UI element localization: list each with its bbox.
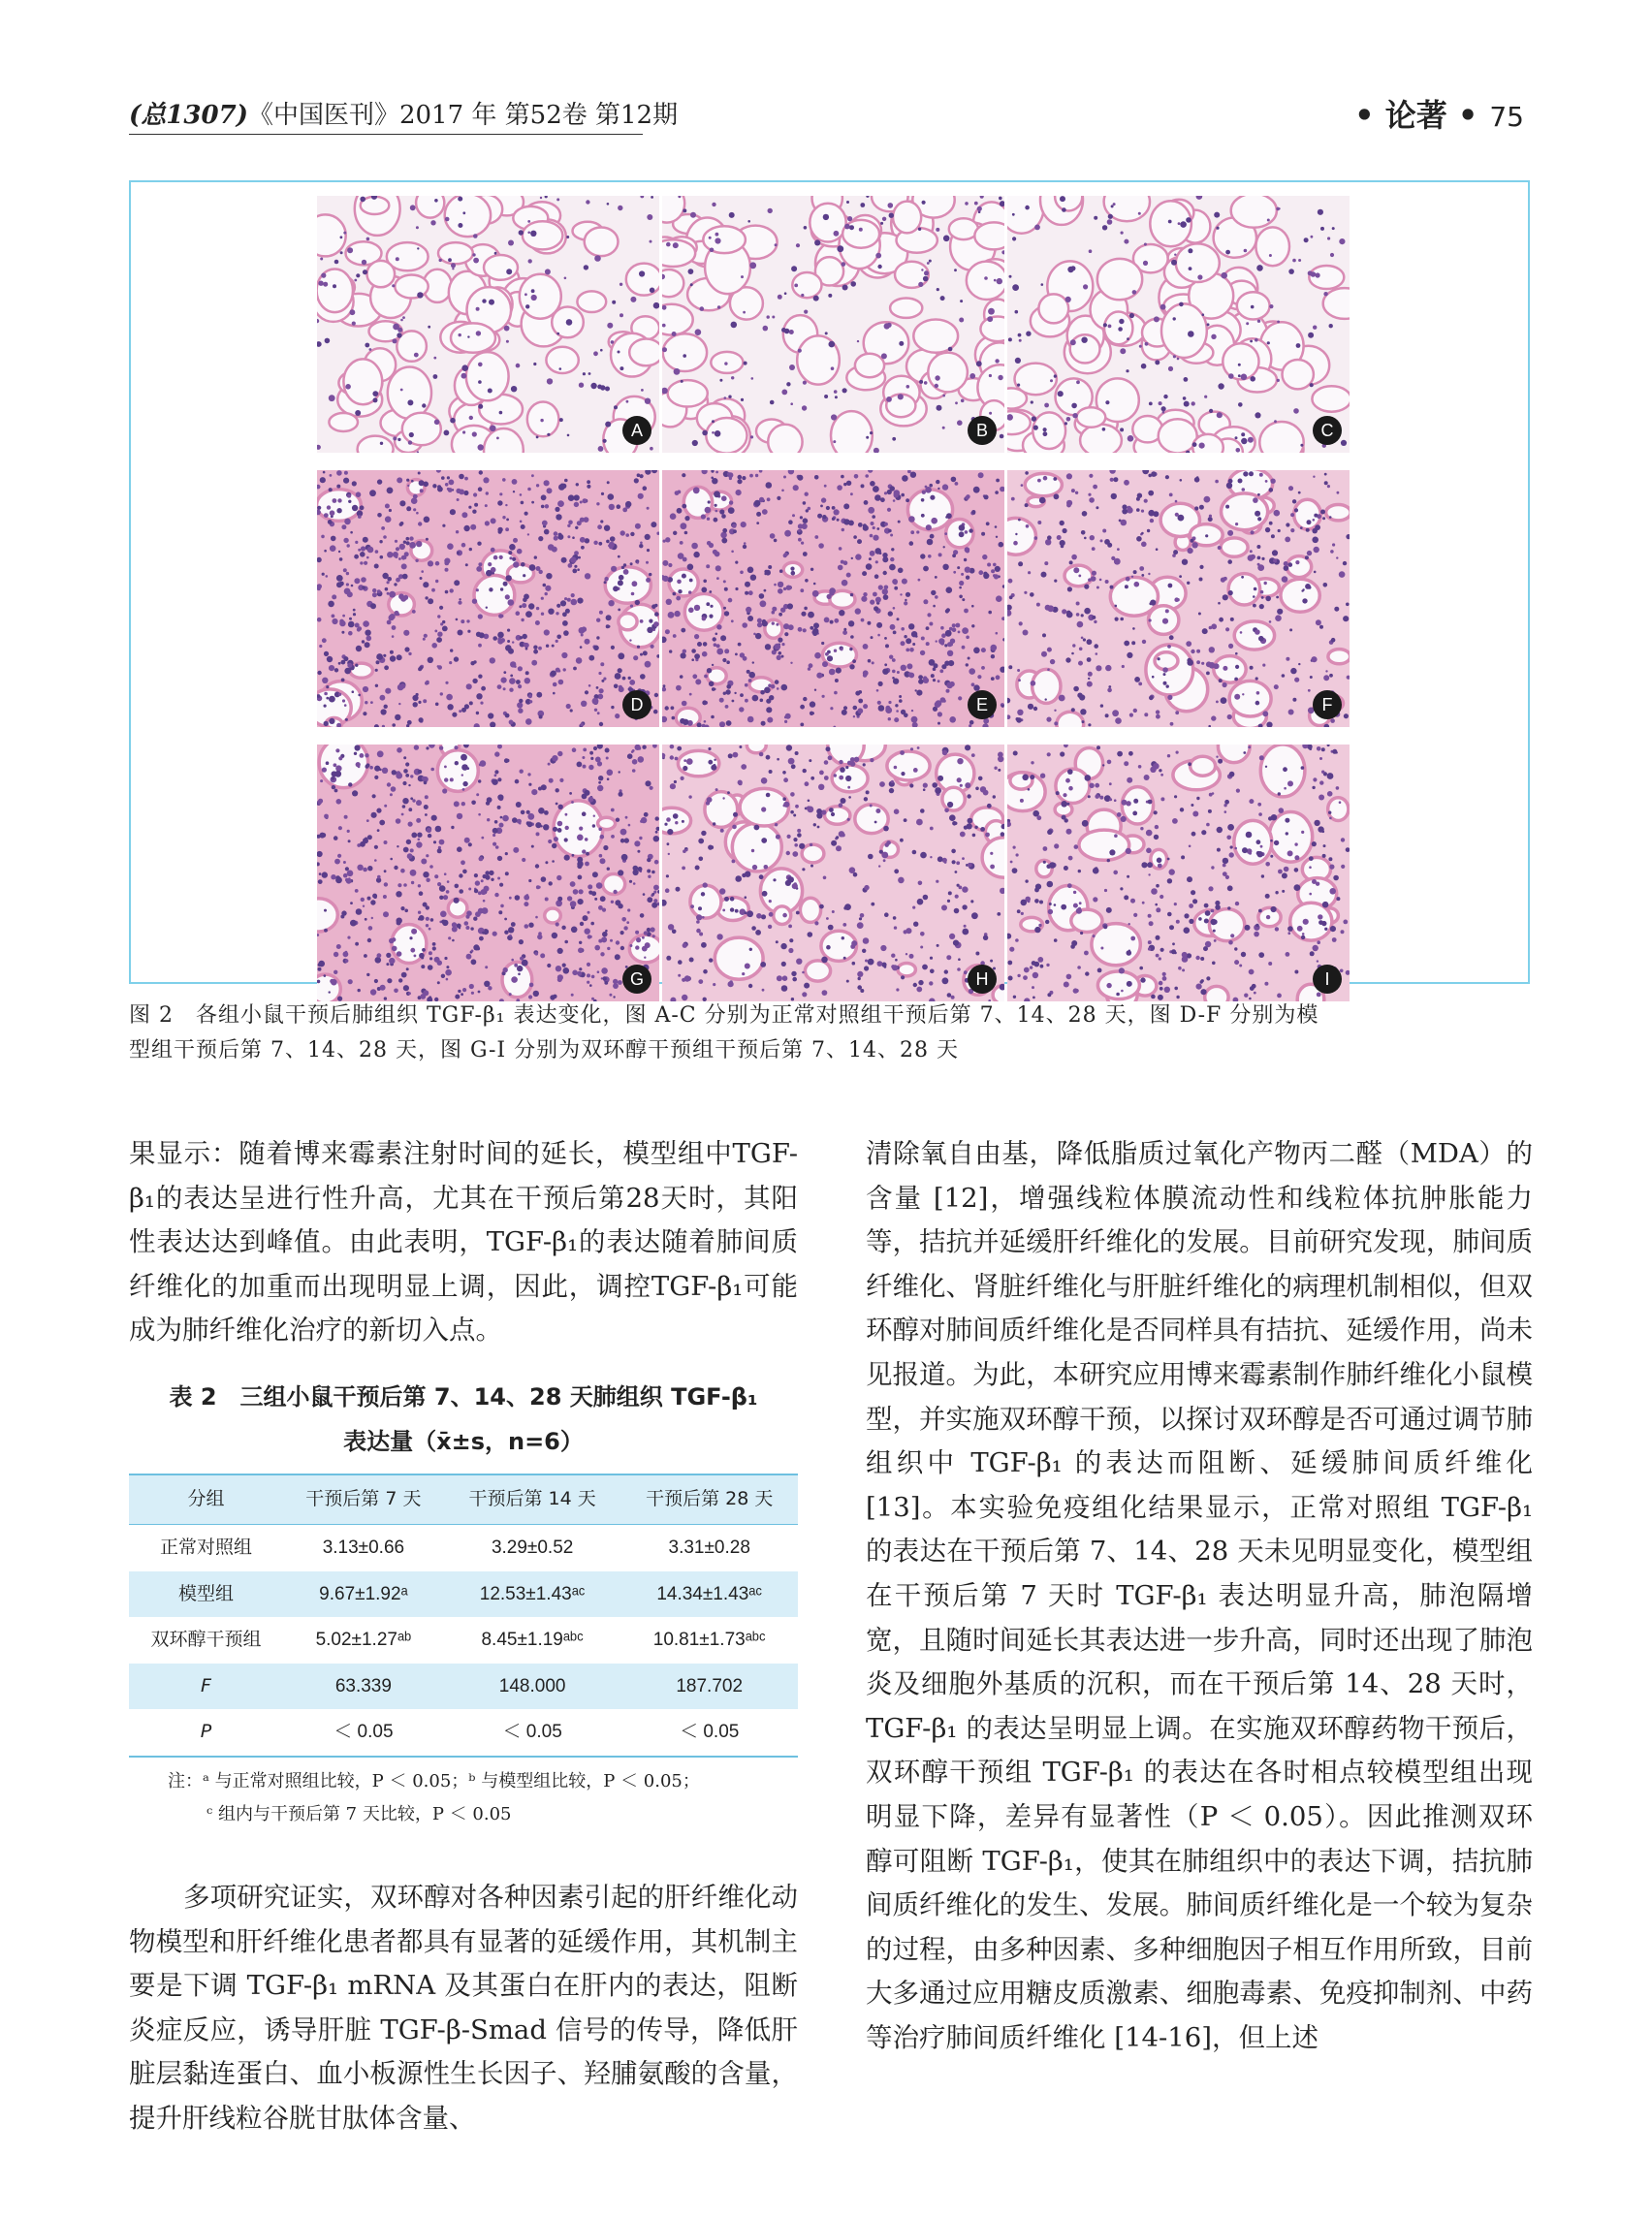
table-cell: 双环醇干预组: [150, 1629, 262, 1651]
micrograph-grid: [317, 196, 1349, 1001]
table-cell: 3.13±0.66: [322, 1537, 405, 1558]
micrograph-panel-e: [662, 470, 1004, 727]
table-cell: 3.29±0.52: [491, 1537, 574, 1558]
tissue-image: [1007, 745, 1350, 1001]
table-cell: ＜ 0.05: [444, 1709, 621, 1757]
page-number: 75: [1489, 101, 1524, 133]
panel-label: E: [968, 690, 997, 719]
panel-label: H: [968, 965, 997, 994]
table-cell: 14.34±1.43ᵃᶜ: [620, 1571, 798, 1618]
tissue-image: [317, 196, 659, 453]
micrograph-panel-i: [1007, 745, 1350, 1001]
micrograph-panel-a: [317, 196, 659, 453]
left-column: [129, 1132, 798, 2141]
table-cell: 正常对照组: [159, 1536, 252, 1558]
table-cell: 8.45±1.19ᵃᵇᶜ: [481, 1630, 584, 1651]
table-title-line-2: 表达量（x̄±s，n=6）: [343, 1427, 584, 1455]
table-cell: 12.53±1.43ᵃᶜ: [444, 1571, 621, 1618]
header-rule: [129, 134, 643, 135]
header-total-issue: (总1307): [129, 101, 248, 130]
table-row: [129, 1524, 798, 1570]
section-name: • 论著 •: [1354, 97, 1478, 134]
table-row: [129, 1617, 798, 1664]
micrograph-panel-d: [317, 470, 659, 727]
table-note: [168, 1765, 798, 1831]
table-cell: F: [129, 1664, 283, 1710]
table-header-cell: 干预后第 14 天: [444, 1474, 621, 1525]
panel-label: D: [622, 690, 651, 719]
figure-caption: [129, 999, 1530, 1068]
table-cell: 187.702: [620, 1664, 798, 1710]
table-title: [129, 1375, 798, 1464]
tissue-image: [662, 745, 1004, 1001]
running-header-left: [129, 95, 678, 131]
table-note-line-1: 注：ᵃ 与正常对照组比较，P ＜ 0.05；ᵇ 与模型组比较，P ＜ 0.05；: [168, 1770, 700, 1791]
table-cell: ＜ 0.05: [620, 1709, 798, 1757]
table-row: [129, 1664, 798, 1710]
table-header-cell: 干预后第 28 天: [620, 1474, 798, 1525]
left-paragraph-1: 果显示：随着博来霉素注射时间的延长，模型组中TGF-β₁的表达呈进行性升高，尤其在干预后第28天时，其阳性表达达到峰值。由此表明，TGF-β₁的表达随着肺间质纤维化的加重而出现明显上调，因此，调控TGF-β₁可能成为肺纤维化治疗的新切入点。: [129, 1138, 798, 1347]
table-title-line-1: 表 2 三组小鼠干预后第 7、14、28 天肺组织 TGF-β₁: [169, 1382, 758, 1411]
table-cell: 3.31±0.28: [668, 1537, 750, 1558]
table-cell: 5.02±1.27ᵃᵇ: [315, 1630, 412, 1651]
table-note-line-2: ᶜ 组内与干预后第 7 天比较，P ＜ 0.05: [206, 1803, 512, 1824]
right-paragraph-1: 清除氧自由基，降低脂质过氧化产物丙二醛（MDA）的含量 [12]，增强线粒体膜流动性和线粒体抗肿胀能力等，拮抗并延缓肝纤维化的发展。目前研究发现，肺间质纤维化、肾脏纤维化与肝脏纤维化的病理机制相似，但双环醇对肺间质纤维化是否同样具有拮抗、延缓作用，尚未见报道。为此，本研究应用博来霉素制作肺纤维化小鼠模型，并实施双环醇干预，以探讨双环醇是否可通过调节肺组织中 TGF-β₁ 的表达而阻断、延缓肺间质纤维化 [13]。本实验免疫组化结果显示，正常对照组 TGF-β₁ 的表达在干预后第 7、14、28 天未见明显变化，模型组在干预后第 7 天时 TGF-β₁ 表达明显升高，肺泡隔增宽，且随时间延长其表达进一步升高，同时还出现了肺泡炎及细胞外基质的沉积，而在干预后第 14、28 天时，TGF-β₁ 的表达呈明显上调。在实施双环醇药物干预后，双环醇干预组 TGF-β₁ 的表达在各时相点较模型组出现明显下降，差异有显著性（P ＜ 0.05）。因此推测双环醇可阻断 TGF-β₁，使其在肺组织中的表达下调，拮抗肺间质纤维化的发生、发展。肺间质纤维化是一个较为复杂的过程，由多种因素、多种细胞因子相互作用所致，目前大多通过应用糖皮质激素、细胞毒素、免疫抑制剂、中药等治疗肺间质纤维化 [14-16]，但上述: [866, 1138, 1533, 2053]
micrograph-panel-f: [1007, 470, 1350, 727]
table-cell: 63.339: [283, 1664, 444, 1710]
table-header-cell: 分组: [129, 1474, 283, 1525]
right-column: [866, 1132, 1533, 2060]
table-header-cell: 干预后第 7 天: [283, 1474, 444, 1525]
table-row: [129, 1709, 798, 1757]
caption-line-2: 型组干预后第 7、14、28 天，图 G-I 分别为双环醇干预组干预后第 7、14、28 天: [129, 1038, 960, 1062]
table-cell: P: [129, 1709, 283, 1757]
micrograph-panel-c: [1007, 196, 1350, 453]
panel-label: F: [1313, 690, 1342, 719]
tissue-image: [1007, 470, 1350, 727]
table-cell: ＜ 0.05: [283, 1709, 444, 1757]
table-cell: 10.81±1.73ᵃᵇᶜ: [652, 1630, 766, 1651]
tissue-image: [317, 745, 659, 1001]
results-table: [129, 1474, 798, 1758]
table-cell: 9.67±1.92ᵃ: [283, 1571, 444, 1618]
running-header-right: [1354, 91, 1524, 136]
panel-label: G: [622, 965, 651, 994]
micrograph-panel-b: [662, 196, 1004, 453]
figure-frame: [129, 180, 1530, 989]
tissue-image: [662, 470, 1004, 727]
caption-line-1: 图 2 各组小鼠干预后肺组织 TGF-β₁ 表达变化，图 A-C 分别为正常对照组干预后第 7、14、28 天，图 D-F 分别为模: [129, 1003, 1319, 1028]
table-cell: 模型组: [129, 1571, 283, 1618]
panel-label: I: [1313, 965, 1342, 994]
table-row: [129, 1571, 798, 1618]
tissue-image: [662, 196, 1004, 453]
tissue-image: [317, 470, 659, 727]
micrograph-panel-g: [317, 745, 659, 1001]
micrograph-panel-h: [662, 745, 1004, 1001]
table-cell: 148.000: [444, 1664, 621, 1710]
panel-label: C: [1313, 416, 1342, 445]
panel-label: A: [622, 416, 651, 445]
left-paragraph-2: 多项研究证实，双环醇对各种因素引起的肝纤维化动物模型和肝纤维化患者都具有显著的延缓作用，其机制主要是下调 TGF-β₁ mRNA 及其蛋白在肝内的表达，阻断炎症反应，诱导肝脏 TGF-β-Smad 信号的传导，降低肝脏层黏连蛋白、血小板源性生长因子、羟脯氨酸的含量，提升肝线粒谷胱甘肽体含量、: [129, 1881, 798, 2134]
tissue-image: [1007, 196, 1350, 453]
panel-label: B: [968, 416, 997, 445]
header-journal-info: 《中国医刊》2017 年 第52卷 第12期: [247, 101, 679, 130]
